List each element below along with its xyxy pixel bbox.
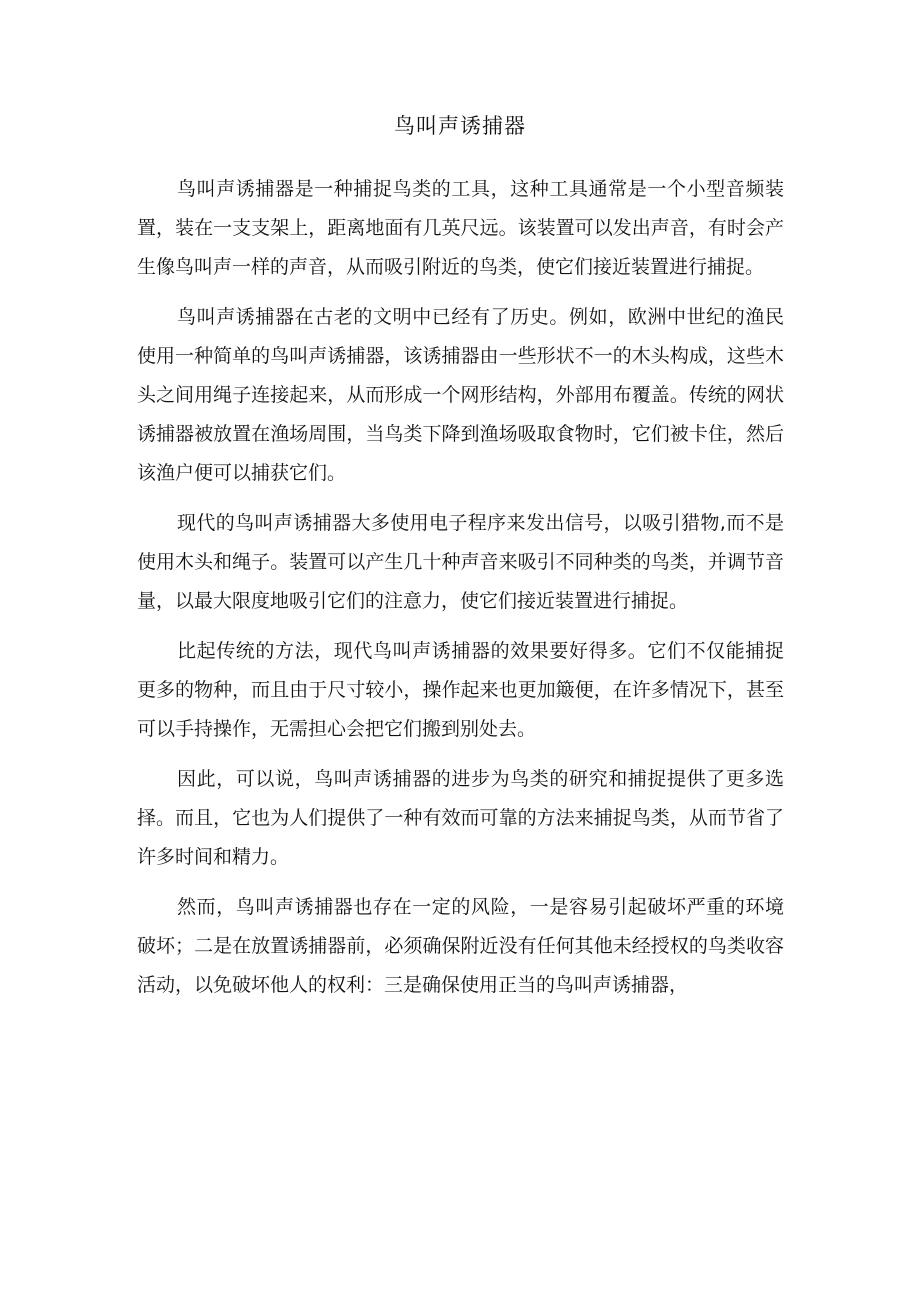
paragraph-modern: 现代的鸟叫声诱捕器大多使用电子程序来发出信号，以吸引猎物,而不是使用木头和绳子。装置可以产生几十种声音来吸引不同种类的鸟类，并调节音量，以最大限度地吸引它们的注意力，使它们接近装置进行捕捉。 xyxy=(137,512,784,612)
paragraph-conclusion: 因此，可以说，鸟叫声诱捕器的进步为鸟类的研究和捕捉提供了更多选择。而且，它也为人们提供了一种有效而可靠的方法来捕捉鸟类，从而节省了许多时间和精力。 xyxy=(137,768,784,868)
paragraph-risks: 然而，鸟叫声诱捕器也存在一定的风险，一是容易引起破坏严重的环境破坏；二是在放置诱捕器前，必须确保附近没有任何其他未经授权的鸟类收容活动，以免破坏他人的权利：三是确保使用正当的鸟叫声诱捕器， xyxy=(137,896,784,996)
paragraph-comparison: 比起传统的方法，现代鸟叫声诱捕器的效果要好得多。它们不仅能捕捉更多的物种，而且由于尺寸较小，操作起来也更加簸便，在许多情况下，甚至可以手持操作，无需担心会把它们搬到别处去。 xyxy=(137,640,784,740)
document-body xyxy=(137,170,784,1016)
paragraph-intro: 鸟叫声诱捕器是一种捕捉鸟类的工具，这种工具通常是一个小型音频装置，装在一支支架上，距离地面有几英尺远。该装置可以发出声音，有时会产生像鸟叫声一样的声音，从而吸引附近的鸟类，使它们接近装置进行捕捉。 xyxy=(137,178,784,278)
paragraph-history: 鸟叫声诱捕器在古老的文明中已经有了历史。例如，欧洲中世纪的渔民使用一种简单的鸟叫声诱捕器，该诱捕器由一些形状不一的木头构成，这些木头之间用绳子连接起来，从而形成一个网形结构，外部用布覆盖。传统的网状诱捕器被放置在渔场周围，当鸟类下降到渔场吸取食物时，它们被卡住，然后该渔户便可以捕获它们。 xyxy=(137,306,784,484)
document-title: 鸟叫声诱捕器 xyxy=(394,114,526,138)
